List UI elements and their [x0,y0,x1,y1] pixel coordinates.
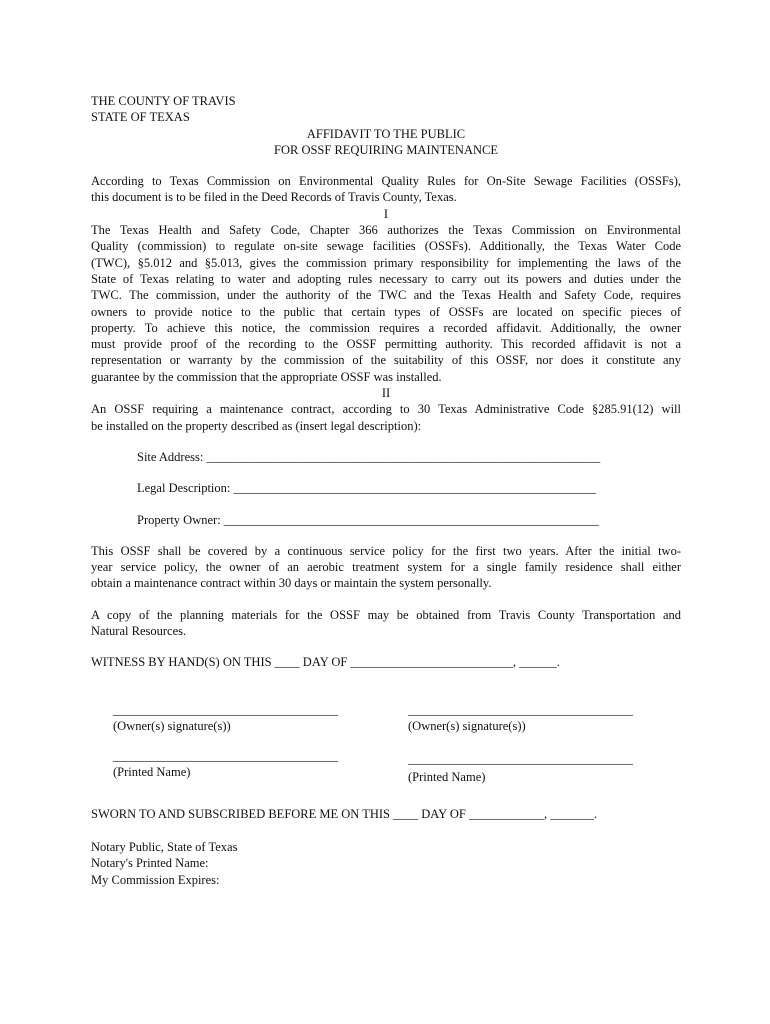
printed-name-line-right[interactable]: ____________________________________ [408,751,633,766]
site-address-field[interactable]: Site Address: _______________________________________________________________ [137,449,601,464]
section-1-line: guarantee by the commission that the appropriate OSSF was installed. [91,369,442,384]
printed-name-label-right: (Printed Name) [408,769,486,784]
sworn-line[interactable]: SWORN TO AND SUBSCRIBED BEFORE ME ON THIS ____ DAY OF ____________, _______. [91,806,598,821]
county-heading: THE COUNTY OF TRAVIS [91,94,236,108]
section-1-line: representation or warranty by the commission of the suitability of this OSSF, nor does it constitute any [91,353,681,368]
signature-labels-row [91,718,681,738]
printed-name-lines-row [91,748,681,764]
section-1-line: (TWC), §5.012 and §5.013, gives the commission primary responsibility for implementing the laws of the [91,255,681,270]
owner-signature-label-right: (Owner(s) signature(s)) [408,718,526,733]
intro-line: this document is to be filed in the Deed Records of Travis County, Texas. [91,190,457,205]
section-numeral-1: I [383,206,389,221]
affidavit-document [91,93,681,888]
planning-line: Natural Resources. [91,624,187,639]
owner-signature-line-left[interactable]: ____________________________________ [113,702,338,717]
section-numeral-2: II [381,386,391,401]
state-heading: STATE OF TEXAS [91,110,190,125]
section-1-line: property. To achieve this notice, the commission requires a recorded affidavit. Additionally, the owner [91,320,681,335]
owner-signature-line-right[interactable]: ____________________________________ [408,702,633,717]
section-2-paragraph [91,401,681,434]
commission-expires-label: My Commission Expires: [91,872,220,887]
service-policy-line: This OSSF shall be covered by a continuous service policy for the first two years. After the initial two- [91,543,681,558]
signature-lines-row [91,702,681,718]
property-owner-field[interactable]: Property Owner: ____________________________________________________________ [137,512,599,527]
document-title-line2: FOR OSSF REQUIRING MAINTENANCE [274,142,498,157]
printed-name-line-left[interactable]: ____________________________________ [113,748,338,763]
planning-paragraph [91,607,681,640]
section-1-line: owners to provide notice to the public that certain types of OSSFs are located on specific pieces of [91,304,681,319]
section-1-line: TWC. The commission, under the authority of the TWC and the Texas Health and Safety Code, requires [91,288,681,303]
section-1-line: The Texas Health and Safety Code, Chapter 366 authorizes the Texas Commission on Environmental [91,223,681,238]
section-1-line: State of Texas relating to water and adopting rules necessary to carry out its powers and duties under the [91,271,681,286]
service-policy-line: obtain a maintenance contract within 30 days or maintain the system personally. [91,576,492,591]
intro-line: According to Texas Commission on Environmental Quality Rules for On-Site Sewage Facilities (OSSFs), [91,174,681,189]
section-2-line: An OSSF requiring a maintenance contract, according to 30 Texas Administrative Code §285.91(12) will [91,402,681,417]
legal-description-field[interactable]: Legal Description: __________________________________________________________ [137,481,596,496]
planning-line: A copy of the planning materials for the OSSF may be obtained from Travis County Transportation and [91,607,681,622]
printed-name-labels-row [91,764,681,784]
owner-signature-label-left: (Owner(s) signature(s)) [113,718,231,733]
service-policy-paragraph [91,543,681,592]
notary-printed-name-label: Notary's Printed Name: [91,856,209,871]
witness-line[interactable]: WITNESS BY HAND(S) ON THIS ____ DAY OF __________________________, ______. [91,655,560,670]
section-1-line: must provide proof of the recording to the OSSF permitting authority. This recorded affidavit is not a [91,337,681,352]
document-title-line1: AFFIDAVIT TO THE PUBLIC [306,126,466,141]
section-1-line: Quality (commission) to regulate on-site sewage facilities (OSSFs). Additionally, the Texas Water Code [91,239,681,254]
notary-public-label: Notary Public, State of Texas [91,839,238,854]
section-1-paragraph [91,222,681,385]
section-2-line: be installed on the property described as (insert legal description): [91,418,422,433]
intro-paragraph [91,173,681,206]
service-policy-line: year service policy, the owner of an aerobic treatment system for a single family residence shall either [91,560,681,575]
printed-name-label-left: (Printed Name) [113,764,191,779]
